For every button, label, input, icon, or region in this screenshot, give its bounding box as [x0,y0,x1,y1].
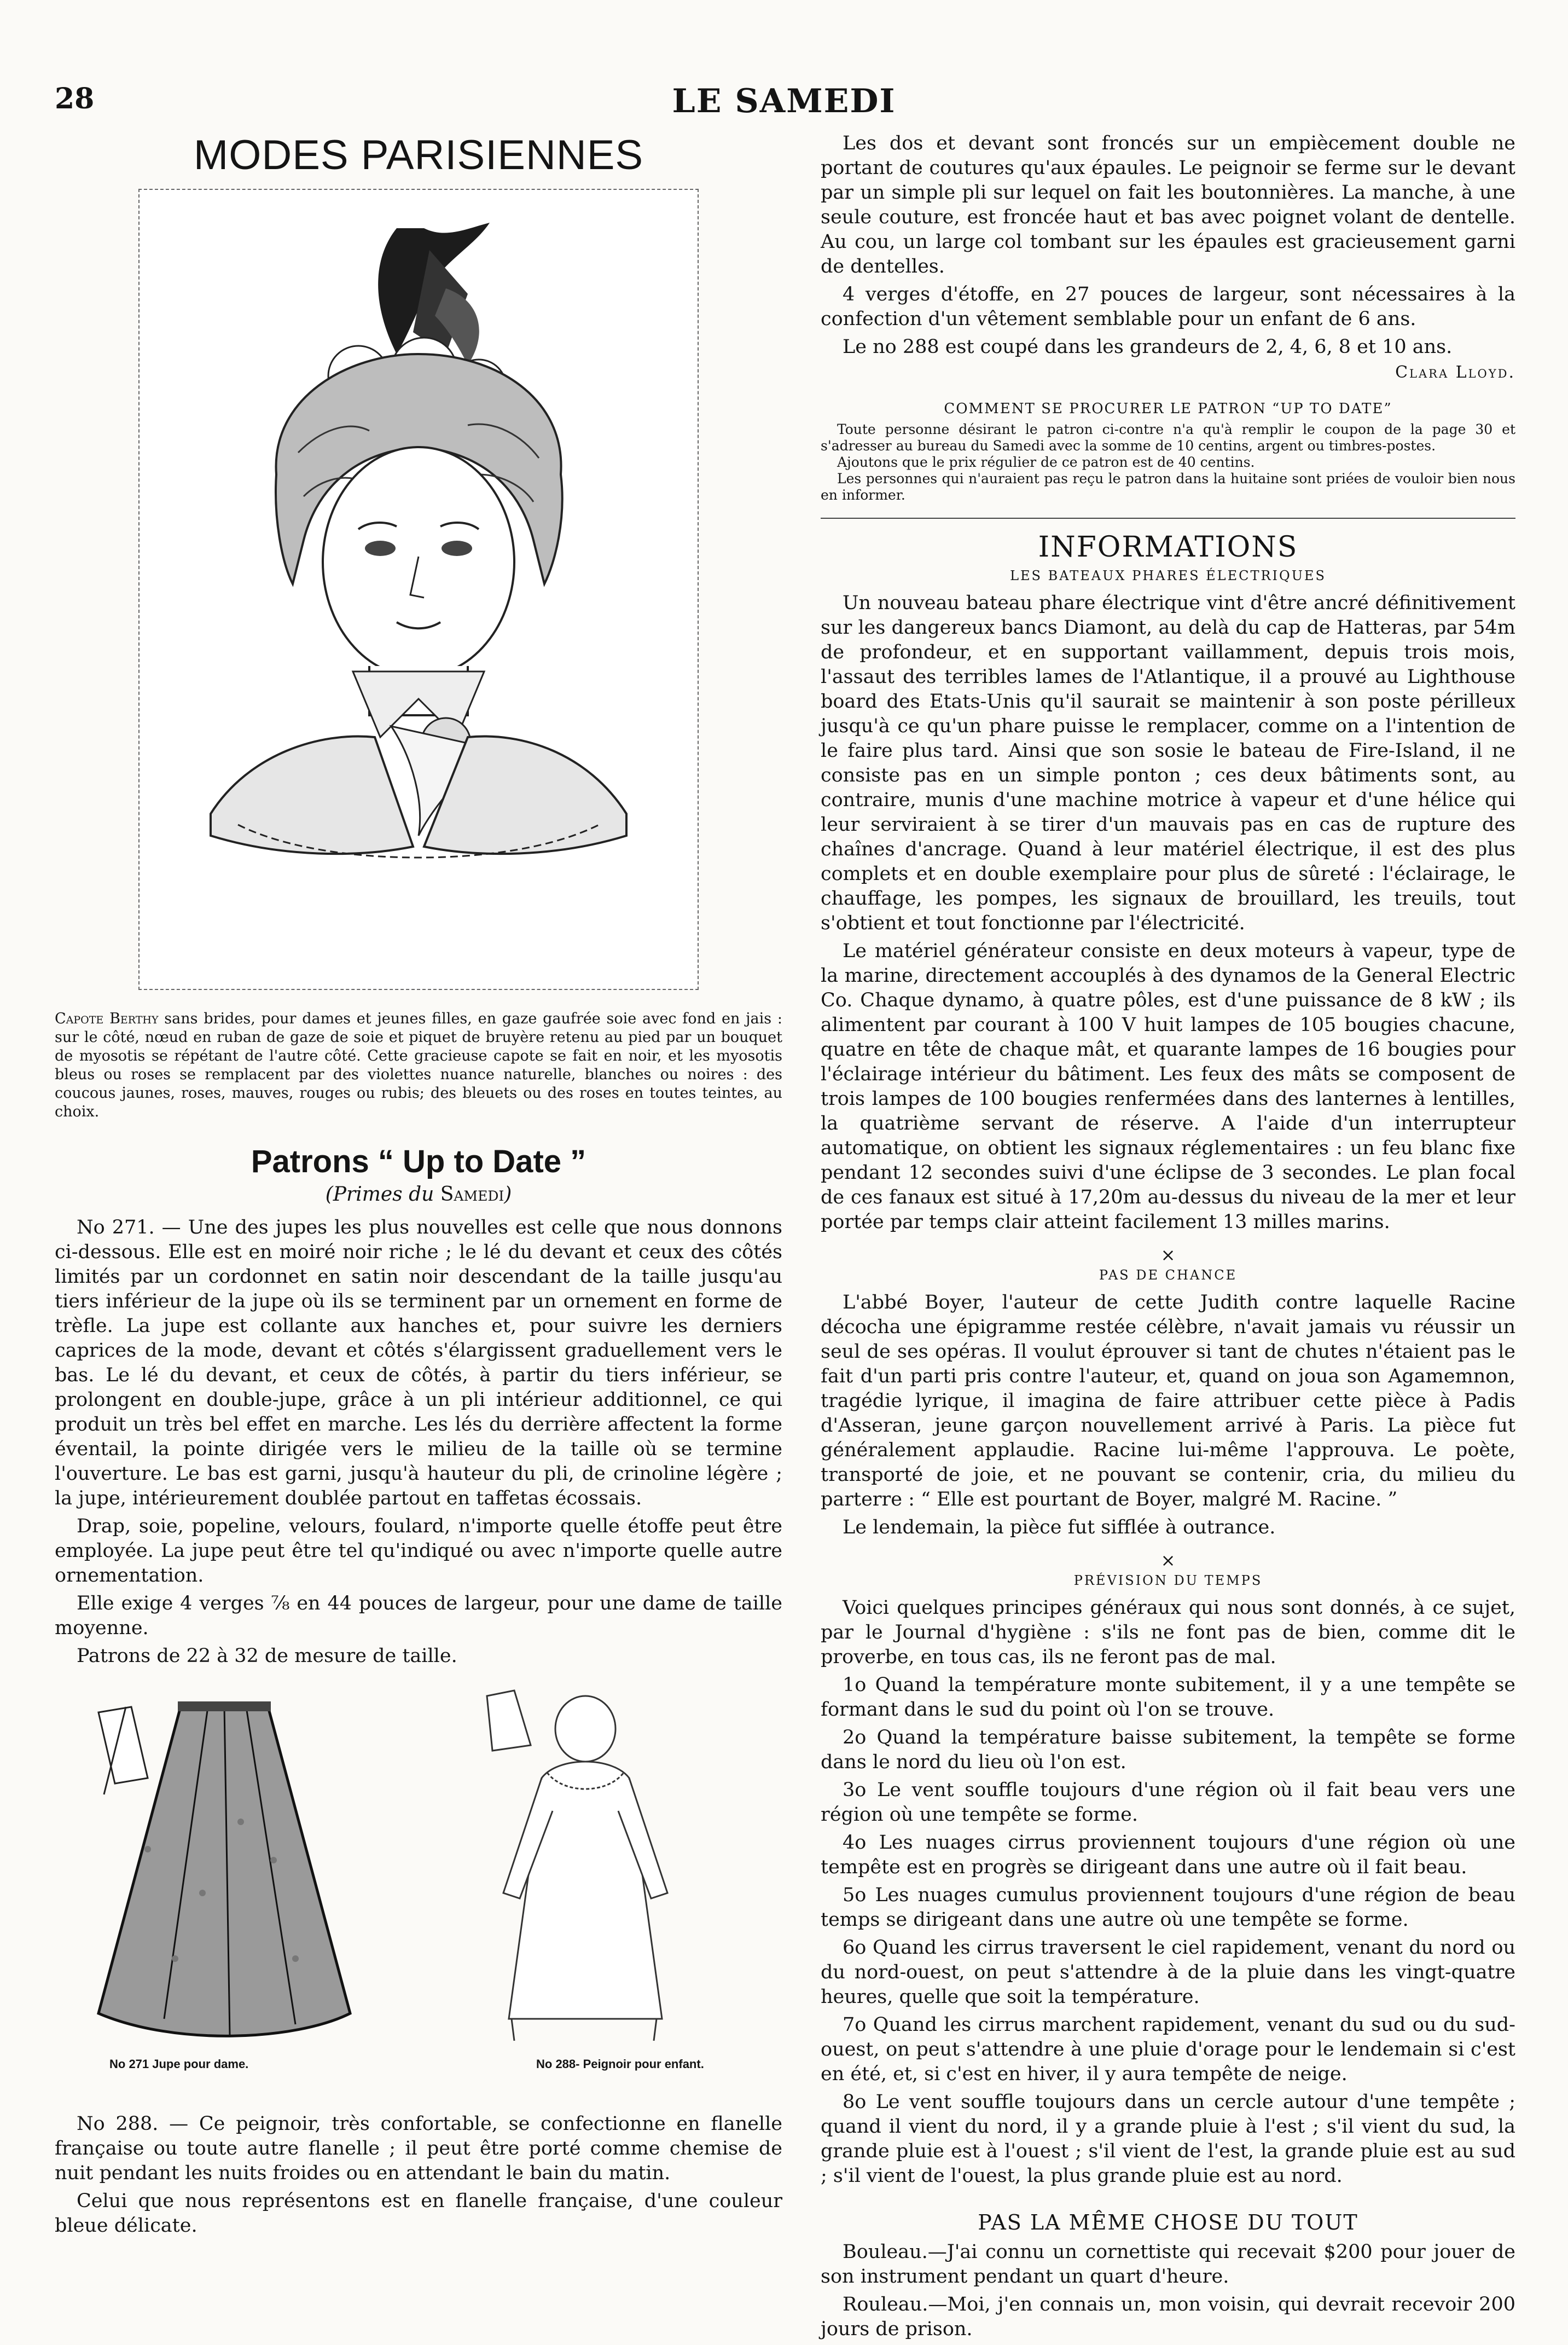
skirt-figure [66,1685,372,2054]
paragraph: 4o Les nuages cirrus proviennent toujours d'une région où une tempête est en progrès se dirigeant dans une autre où il fait beau. [821,1832,1515,1878]
peignoir-caption: No 288- Peignoir pour enfant. [536,2057,704,2071]
paragraph: Voici quelques principes généraux qui nous sont donnés, à ce sujet, par le Journal d'hygiène : s'ils ne font pas de bien, comme dit le proverbe, en tous cas, ils ne feront pas de mal. [821,1597,1515,1668]
separator-mark: × [1160,1244,1176,1265]
page-number: 28 [55,82,95,115]
paragraph: 4 verges d'étoffe, en 27 pouces de largeur, sont nécessaires à la confection d'un vêtement semblable pour un enfant de 6 ans. [821,283,1515,330]
informations-body [821,591,1515,1235]
masthead: LE SAMEDI [672,82,896,120]
subtitle-part-a: (Primes du [325,1183,440,1206]
paragraph: Celui que nous représentons est en flanelle française, d'une couleur bleue délicate. [55,2190,782,2237]
temps-title: PRÉVISION DU TEMPS [1073,1573,1263,1588]
paragraph: 5o Les nuages cumulus proviennent toujours d'une région de beau temps se dirigeant dans une autre où une tempête se forme. [821,1884,1515,1931]
skirt-caption: No 271 Jupe pour dame. [109,2057,249,2071]
separator-mark: × [1160,1550,1176,1571]
peignoir-drawing [471,1685,711,2052]
patrons-title: Patrons “ Up to Date ” [251,1144,586,1179]
caption-lead: Capote Berthy [55,1010,159,1027]
caption-text: sans brides, pour dames et jeunes filles, en gaze gaufrée soie avec fond en jais : sur le côté, nœud en ruban de gaze de soie et piquet de bruyère retenu au pied par un bouquet de myosotis se répétant de l'autre côté. Cette gracieuse capote se fait en noir, et les myosotis bleus ou roses se remplacent par des violettes nuance naturelle, blanches ou noires : des coucous jaunes, roses, mauves, rouges ou rubis; des bleuets ou des roses en toutes teintes, au choix. [55,1010,782,1120]
paragraph: L'abbé Boyer, l'auteur de cette Judith contre laquelle Racine décocha une épigramme restée célèbre, n'avait jamais vu réussir un seul de ses opéras. Il voulut éprouver si tant de chutes n'étaient pas le fait d'un parti pris contre l'auteur, et, quand on joua son Agamemnon, tragédie lyrique, il imagina de faire attribuer cette pièce à Padis d'Asseran, jeune garçon nouvellement arrivé à Paris. La pièce fut généralement applaudie. Racine lui-même l'approuva. Le poète, transporté de joie, et ne pouvant se contenir, cria, du milieu du parterre : “ Elle est pourtant de Boyer, malgré M. Racine. ” [821,1292,1515,1510]
paragraph: Bouleau.—J'ai connu un cornettiste qui recevait $200 pour jouer de son instrument pendant un quart d'heure. [821,2241,1515,2288]
skirt-drawing [66,1685,372,2052]
author-signature: Clara Lloyd. [1395,363,1515,382]
temps-body [821,1596,1515,2188]
patrons-body [55,1215,782,1669]
bonnet-portrait-drawing [140,190,698,989]
paragraph: 2o Quand la température baisse subitement, la tempête se forme dans le nord du lieu où l'on est. [821,1727,1515,1773]
left-column [55,131,782,2242]
paragraph: Les dos et devant sont froncés sur un empiècement double ne portant de coutures qu'aux épaules. Le peignoir se ferme sur le devant par un simple pli sur lequel on fait les boutonnières. La manche, à une seule couture, est froncée haut et bas avec poignet volant de dentelle. Au cou, un large col tombant sur les épaules est gracieusement garni de dentelles. [821,132,1515,277]
paragraph: 1o Quand la température monte subitement, il y a une tempête se formant dans le sud du point où l'on se trouve. [821,1674,1515,1721]
howto-title: COMMENT SE PROCURER LE PATRON “UP TO DATE” [944,401,1392,417]
paragraph: 3o Le vent souffle toujours d'une région où il fait beau vers une région où une tempête se forme. [821,1779,1515,1826]
informations-title: INFORMATIONS [1038,531,1298,564]
paragraph: Le no 288 est coupé dans les grandeurs de 2, 4, 6, 8 et 10 ans. [843,336,1453,358]
paragraph: Le matériel générateur consiste en deux moteurs à vapeur, type de la marine, directement accouplés à des dynamos de la General Electric Co. Chaque dynamo, à quatre pôles, est d'une puissance de 8 kW ; ils alimentent par courant à 100 V huit lampes de 105 bougies chacune, quatre en tête de chaque mât, et quarante lampes de 16 bougies pour l'éclairage intérieur du bâtiment. Les feux des mâts se composent de trois lampes de 100 bougies renfermées dans des lanternes à lentilles, la quatrième servant de réserve. A l'aide d'un interrupteur automatique, on obtient les signaux réglementaires : un feu blanc fixe pendant 12 secondes suivi d'une éclipse de 3 secondes. Le plan focal de ces fanaux est situé à 17,20m au-dessus du niveau de la mer et leur portée par temps clair atteint facilement 13 milles marins. [821,940,1515,1233]
informations-subtitle: LES BATEAUX PHARES ÉLECTRIQUES [1010,568,1326,583]
howto-paragraph: Toute personne désirant le patron ci-contre n'a qu'à remplir le coupon de la page 30 et s'adresser au bureau du Samedi avec la somme de 10 centins, argent ou timbres-postes. [821,421,1515,454]
chance-body [821,1290,1515,1540]
howto-paragraph: Les personnes qui n'auraient pas reçu le patron dans la huitaine sont priées de vouloir bien nous en informer. [821,471,1515,503]
paragraph: 8o Le vent souffle toujours dans un cercle autour d'une tempête ; quand il vient du nord, il y a grande pluie à l'est ; s'il vient du sud, la grande pluie est à l'ouest ; s'il vient de l'est, la grande pluie est au sud ; s'il vient de l'ouest, la plus grande pluie est au nord. [821,2091,1515,2187]
portrait-caption [55,1010,782,1121]
pas-la-meme-body [821,2240,1515,2342]
pattern-illustrations [55,1685,782,2112]
patrons-subtitle [55,1183,782,1206]
section-title: MODES PARISIENNES [193,132,644,178]
peignoir-continued [821,131,1515,360]
howto-paragraph: Ajoutons que le prix régulier de ce patron est de 40 centins. [837,454,1255,470]
paragraph: 6o Quand les cirrus traversent le ciel rapidement, venant du nord ou du nord-ouest, on peut s'attendre à de la pluie dans les vingt-quatre heures, quelle que soit la température. [821,1937,1515,2008]
right-column [821,131,1515,2345]
peignoir-figure [471,1685,711,2054]
pas-la-meme-title: PAS LA MÊME CHOSE DU TOUT [978,2210,1358,2234]
running-header [0,82,1568,126]
paragraph: Rouleau.—Moi, j'en connais un, mon voisin, qui devrait recevoir 200 jours de prison. [821,2294,1515,2340]
paragraph: Un nouveau bateau phare électrique vint d'être ancré définitivement sur les dangereux bancs Diamont, au delà du cap de Hatteras, par 54m de profondeur, et en supportant vaillamment, depuis trois mois, l'assaut des terribles lames de l'Atlantique, il a prouvé au Lighthouse board des Etats-Unis qu'il saurait se maintenir à son poste périlleux jusqu'à ce qu'un phare puisse le remplacer, comme on a l'intention de le faire plus tard. Ainsi que son sosie le bateau de Fire-Island, il ne consiste pas en un simple ponton ; ces deux bâtiments sont, au contraire, munis d'une machine motrice à vapeur et d'une hélice qui leur serviraient à se tirer d'un mauvais pas en cas de rupture des chaînes d'ancrage. Quand à leur matériel électrique, il est des plus complets et en double exemplaire pour plus de sûreté : l'éclairage, le chauffage, les pompes, les signaux de brouillard, les treuils, tout s'obtient et tout fonctionne par l'électricité. [821,592,1515,934]
paragraph: Elle exige 4 verges ⅞ en 44 pouces de largeur, pour une dame de taille moyenne. [55,1593,782,1639]
paragraph: 7o Quand les cirrus marchent rapidement, venant du sud ou du sud-ouest, on peut s'attendre à une pluie d'orage pour le lendemain si c'est en été, et, si c'est en hiver, il y aura tempête de neige. [821,2014,1515,2085]
portrait-illustration [138,189,699,990]
paragraph: Patrons de 22 à 32 de mesure de taille. [77,1645,457,1667]
chance-title: PAS DE CHANCE [1099,1267,1238,1283]
divider-rule [821,518,1515,519]
paragraph: Le lendemain, la pièce fut sifflée à outrance. [843,1516,1276,1538]
paragraph: No 288. — Ce peignoir, très confortable, se confectionne en flanelle française ou toute autre flanelle ; il peut être porté comme chemise de nuit pendant les nuits froides ou en attendant le bain du matin. [55,2113,782,2184]
subtitle-part-b: Samedi [440,1183,504,1206]
paragraph: No 271. — Une des jupes les plus nouvelles est celle que nous donnons ci-dessous. Elle est en moiré noir riche ; le lé du devant et ceux des côtés limités par un cordonnet en satin noir descendant de la taille jusqu'au tiers inférieur de la jupe où ils se terminent par un ornement en forme de trèfle. La jupe est collante aux hanches et, pour suivre les derniers caprices de la mode, devant et côtés s'élargissent graduellement vers le bas. Le lé du devant, et ceux de côtés, à partir du tiers inférieur, se prolongent en double-jupe, grâce à un pli intérieur additionnel, ce qui produit un très bel effet en marche. Les lés du derrière affectent la forme éventail, la pointe dirigée vers le milieu de la taille où se termine l'ouverture. Le bas est garni, jusqu'à hauteur du pli, de crinoline légère ; la jupe, intérieurement doublée partout en taffetas écossais. [55,1217,782,1509]
subtitle-part-c: ) [504,1183,512,1206]
paragraph: Drap, soie, popeline, velours, foulard, n'importe quelle étoffe peut être employée. La jupe peut être tel qu'indiqué ou avec n'importe quelle autre ornementation. [55,1515,782,1587]
peignoir-body [55,2112,782,2238]
